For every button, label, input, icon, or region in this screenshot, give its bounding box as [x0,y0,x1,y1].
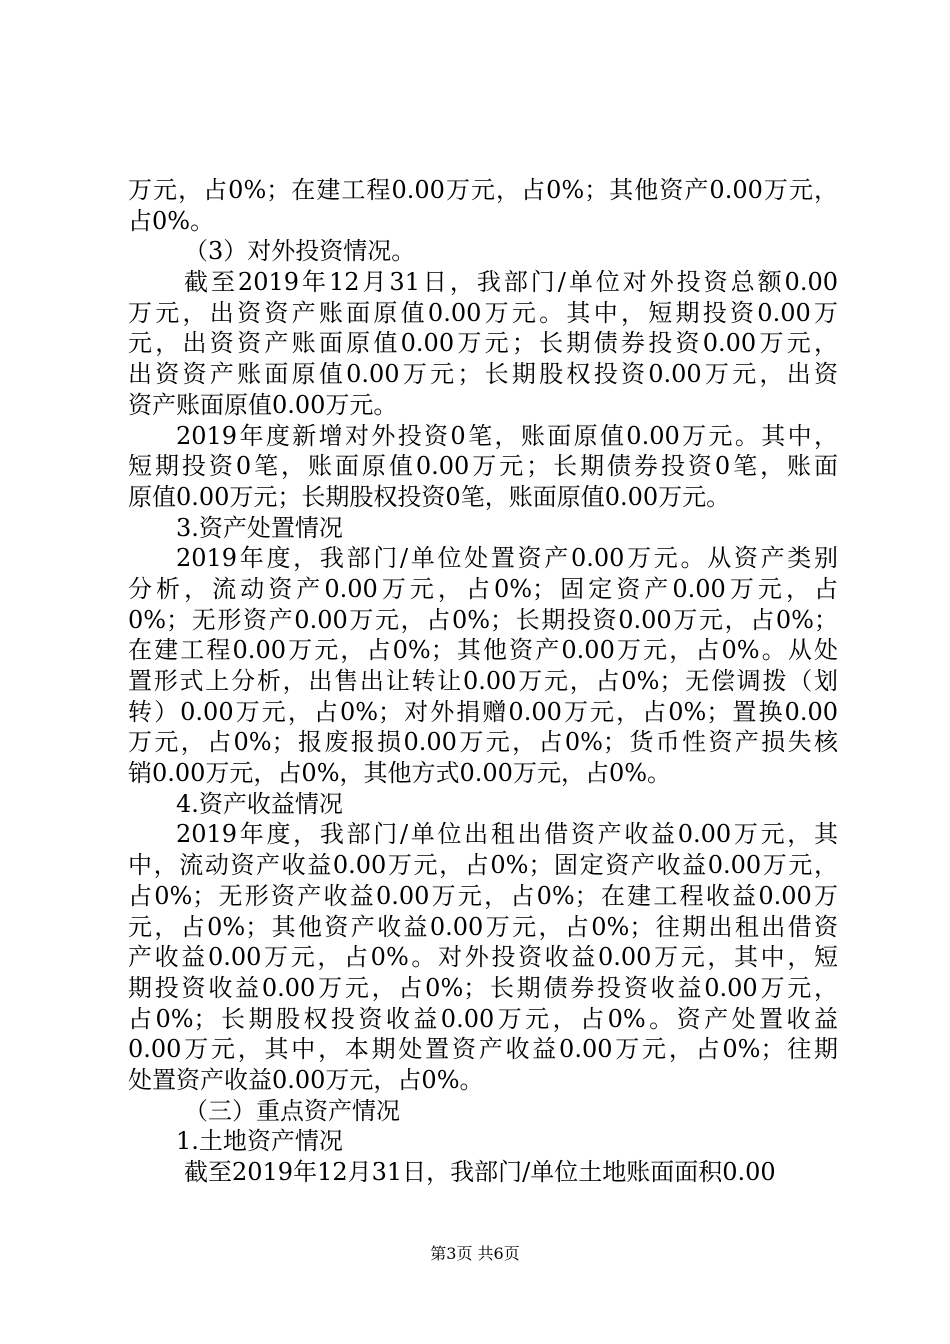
text-line: 2019年度新增对外投资0笔，账面原值0.00万元。其中， [176,421,838,450]
page-footer: 第3页 共6页 [430,1244,520,1263]
text-line: 中，流动资产收益0.00万元，占0%；固定资产收益0.00万元， [128,851,838,880]
text-line: 3.资产处置情况 [176,513,343,542]
text-line: 产收益0.00万元，占0%。对外投资收益0.00万元，其中，短 [128,943,838,972]
text-line: 2019年度，我部门/单位处置资产0.00万元。从资产类别 [176,544,838,573]
text-line: 万元，占0%；报废报损0.00万元，占0%；货币性资产损失核 [128,728,838,757]
text-line: 0.00万元，其中，本期处置资产收益0.00万元，占0%；往期 [128,1035,838,1064]
text-line: 2019年度，我部门/单位出租出借资产收益0.00万元，其 [176,820,838,849]
text-line: 万元，占0%；在建工程0.00万元，占0%；其他资产0.00万元， [128,176,838,204]
text-line: 处置资产收益0.00万元，占0%。 [128,1065,484,1094]
text-line: （3）对外投资情况。 [184,237,416,266]
text-line: 元，占0%；其他资产收益0.00万元，占0%；往期出租出借资 [128,912,838,941]
text-line: 截至2019年12月31日，我部门/单位对外投资总额0.00 [184,268,838,297]
text-line: 占0%；长期股权投资收益0.00万元，占0%。资产处置收益 [128,1004,838,1033]
text-line: 资产账面原值0.00万元。 [128,390,398,419]
text-line: 短期投资0笔，账面原值0.00万元；长期债券投资0笔，账面 [128,452,838,481]
text-line: 期投资收益0.00万元，占0%；长期债券投资收益0.00万元， [128,973,838,1002]
text-line: 占0%；无形资产收益0.00万元，占0%；在建工程收益0.00万 [128,881,838,910]
text-line: 占0%。 [128,206,215,235]
text-line: 分析，流动资产0.00万元，占0%；固定资产0.00万元，占 [128,574,838,603]
text-line: 置形式上分析，出售出让转让0.00万元，占0%；无偿调拨（划 [128,667,838,695]
text-line: 销0.00万元，占0%，其他方式0.00万元，占0%。 [128,759,672,788]
text-line: 出资资产账面原值0.00万元；长期股权投资0.00万元，出资 [128,360,838,389]
text-line: 原值0.00万元；长期股权投资0笔，账面原值0.00万元。 [128,482,731,511]
text-line: 0%；无形资产0.00万元，占0%；长期投资0.00万元，占0%； [128,605,838,634]
text-line: 元，出资资产账面原值0.00万元；长期债券投资0.00万元， [128,329,838,358]
text-line: 转）0.00万元，占0%；对外捐赠0.00万元，占0%；置换0.00 [128,697,838,726]
text-line: 4.资产收益情况 [176,789,343,818]
text-line: 截至2019年12月31日，我部门/单位土地账面面积0.00 [184,1158,776,1186]
text-line: 1.土地资产情况 [176,1127,343,1156]
text-line: （三）重点资产情况 [184,1096,400,1125]
text-line: 在建工程0.00万元，占0%；其他资产0.00万元，占0%。从处 [128,636,838,665]
document-body [128,175,838,1188]
text-line: 万元，出资资产账面原值0.00万元。其中，短期投资0.00万 [128,298,838,327]
